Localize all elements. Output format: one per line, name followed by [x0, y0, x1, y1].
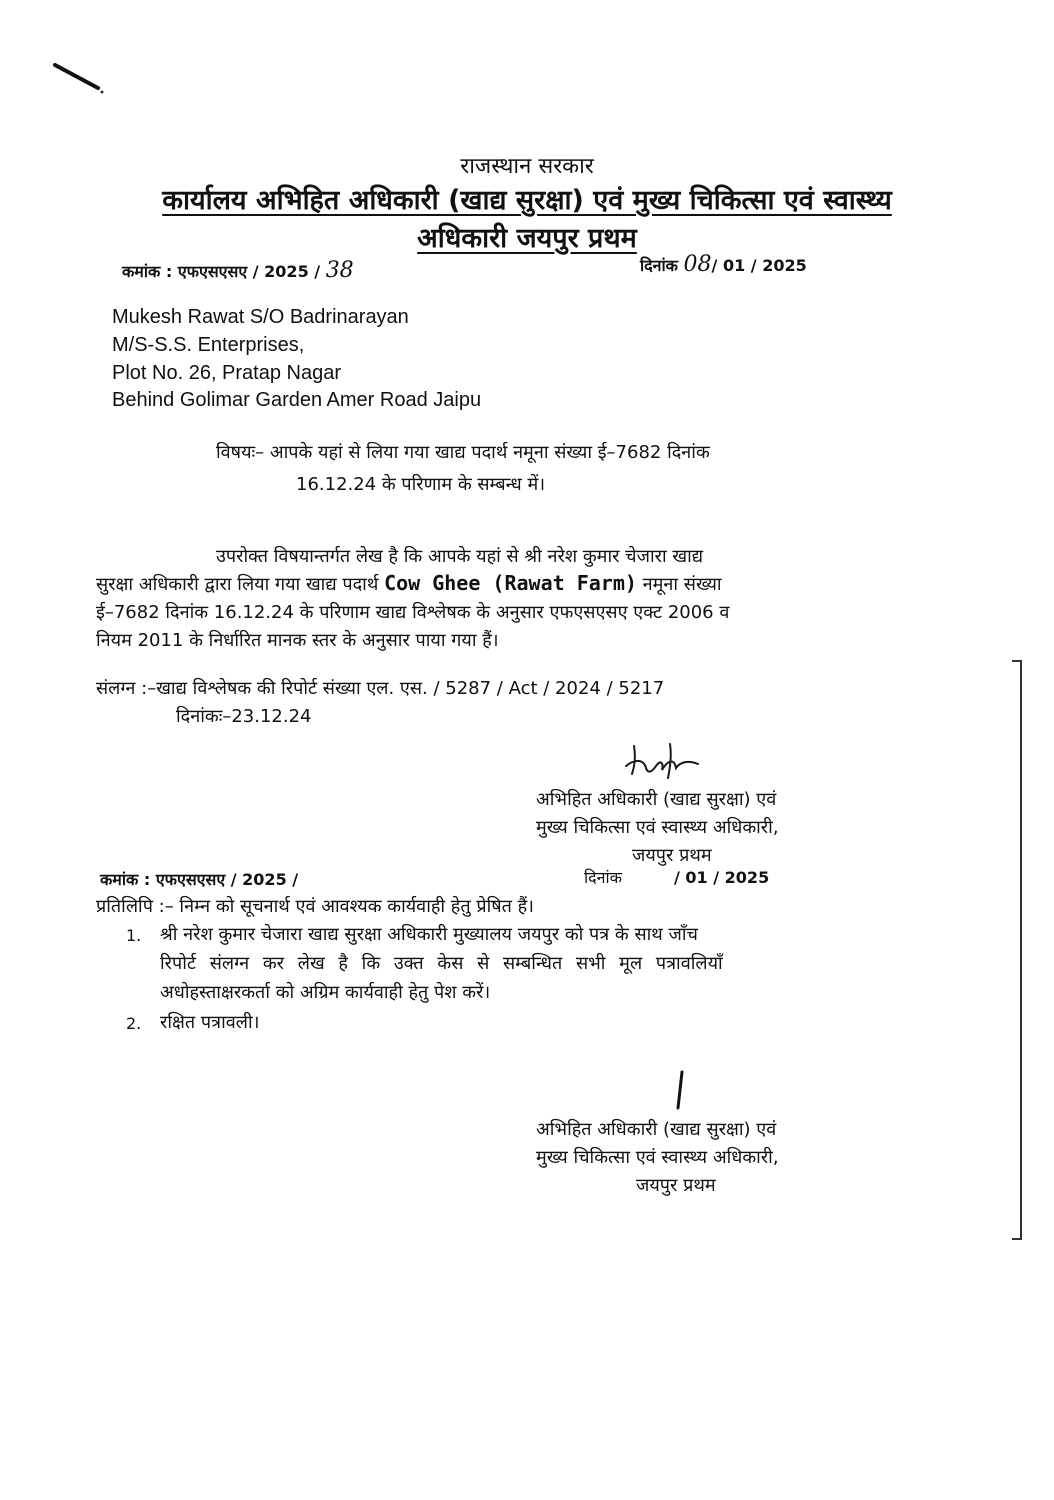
reference-number — [122, 258, 354, 283]
signature-block-2 — [536, 1116, 779, 1200]
office-title-line1: कार्यालय अभिहित अधिकारी (खाद्य सुरक्षा) एवं मुख्य चिकित्सा एवं स्वास्थ्य — [162, 185, 892, 216]
handwritten-signature — [622, 738, 712, 782]
addressee-line4: Behind Golimar Garden Amer Road Jaipu — [112, 389, 482, 411]
list-item-1-line2: रिपोर्ट संलग्न कर लेख है कि उक्त केस से सम्बन्धित सभी मूल पत्रावलियाँ — [160, 953, 723, 974]
letter-date — [640, 252, 807, 277]
copy-date-value: / 01 / 2025 — [674, 868, 770, 887]
copy-date-label: दिनांक — [584, 868, 622, 887]
list-item-1-line3: अधोहस्ताक्षरकर्ता को अग्रिम कार्यवाही हेतु पेश करें। — [160, 982, 491, 1003]
copy-intro: प्रतिलिपि :– निम्न को सूचनार्थ एवं आवश्यक कार्यवाही हेतु प्रेषित हैं। — [96, 896, 535, 917]
date-rest: / 01 / 2025 — [711, 256, 807, 275]
body-line2-pre: सुरक्षा अधिकारी द्वारा लिया गया खाद्य पदार्थ — [96, 574, 385, 595]
body-line1: उपरोक्त विषयान्तर्गत लेख है कि आपके यहां से श्री नरेश कुमार चेजारा खाद्य — [216, 546, 704, 567]
subject-line2: 16.12.24 के परिणाम के सम्बन्ध में। — [296, 474, 546, 495]
scan-edge-line — [1020, 660, 1022, 1240]
enclosure-line2: दिनांकः–23.12.24 — [176, 706, 312, 727]
copy-reference: कमांक : एफएसएसए / 2025 / — [100, 870, 299, 889]
signature2-designation-line1: अभिहित अधिकारी (खाद्य सुरक्षा) एवं — [536, 1119, 777, 1140]
signature-mark — [670, 1068, 690, 1112]
addressee-line1: Mukesh Rawat S/O Badrinarayan — [112, 306, 409, 328]
signature1-location: जयपुर प्रथम — [632, 845, 712, 866]
reference-handwritten-number: 38 — [325, 258, 354, 283]
signature1-designation-line1: अभिहित अधिकारी (खाद्य सुरक्षा) एवं — [536, 789, 777, 810]
body-line4: नियम 2011 के निर्धारित मानक स्तर के अनुसार पाया गया हैं। — [96, 630, 499, 651]
scan-mark — [50, 60, 120, 100]
signature-block-1 — [536, 786, 779, 870]
body-line2-post: नमूना संख्या — [636, 574, 722, 595]
addressee-line2: M/S-S.S. Enterprises, — [112, 334, 305, 356]
signature1-designation-line2: मुख्य चिकित्सा एवं स्वास्थ्य अधिकारी, — [536, 817, 779, 838]
list-item-2-line1: रक्षित पत्रावली। — [160, 1012, 260, 1033]
subject-line1: विषयः– आपके यहां से लिया गया खाद्य पदार्थ नमूना संख्या ई–7682 दिनांक — [216, 442, 710, 463]
date-handwritten-day: 08 — [683, 252, 712, 277]
body-line2 — [96, 571, 722, 596]
list-item-1-number: 1. — [126, 926, 142, 945]
addressee-line3: Plot No. 26, Pratap Nagar — [112, 362, 342, 384]
government-name: राजस्थान सरकार — [460, 154, 594, 179]
list-item-2-number: 2. — [126, 1014, 142, 1033]
scan-edge-tick-bottom — [1012, 1238, 1022, 1240]
body-line3: ई–7682 दिनांक 16.12.24 के परिणाम खाद्य विश्लेषक के अनुसार एफएसएसए एक्ट 2006 व — [96, 602, 730, 623]
signature2-designation-line2: मुख्य चिकित्सा एवं स्वास्थ्य अधिकारी, — [536, 1147, 779, 1168]
reference-prefix: कमांक : एफएसएसए / 2025 / — [122, 262, 326, 281]
date-prefix: दिनांक — [640, 256, 684, 275]
enclosure-line1: संलग्न :–खाद्य विश्लेषक की रिपोर्ट संख्या एल. एस. / 5287 / Act / 2024 / 5217 — [96, 678, 665, 699]
scan-edge-tick-top — [1012, 660, 1022, 662]
office-title-line2: अधिकारी जयपुर प्रथम — [417, 223, 637, 254]
signature2-location: जयपुर प्रथम — [636, 1175, 716, 1196]
product-name: Cow Ghee (Rawat Farm) — [384, 571, 637, 595]
list-item-1-line1: श्री नरेश कुमार चेजारा खाद्य सुरक्षा अधिकारी मुख्यालय जयपुर को पत्र के साथ जाँच — [160, 924, 698, 945]
